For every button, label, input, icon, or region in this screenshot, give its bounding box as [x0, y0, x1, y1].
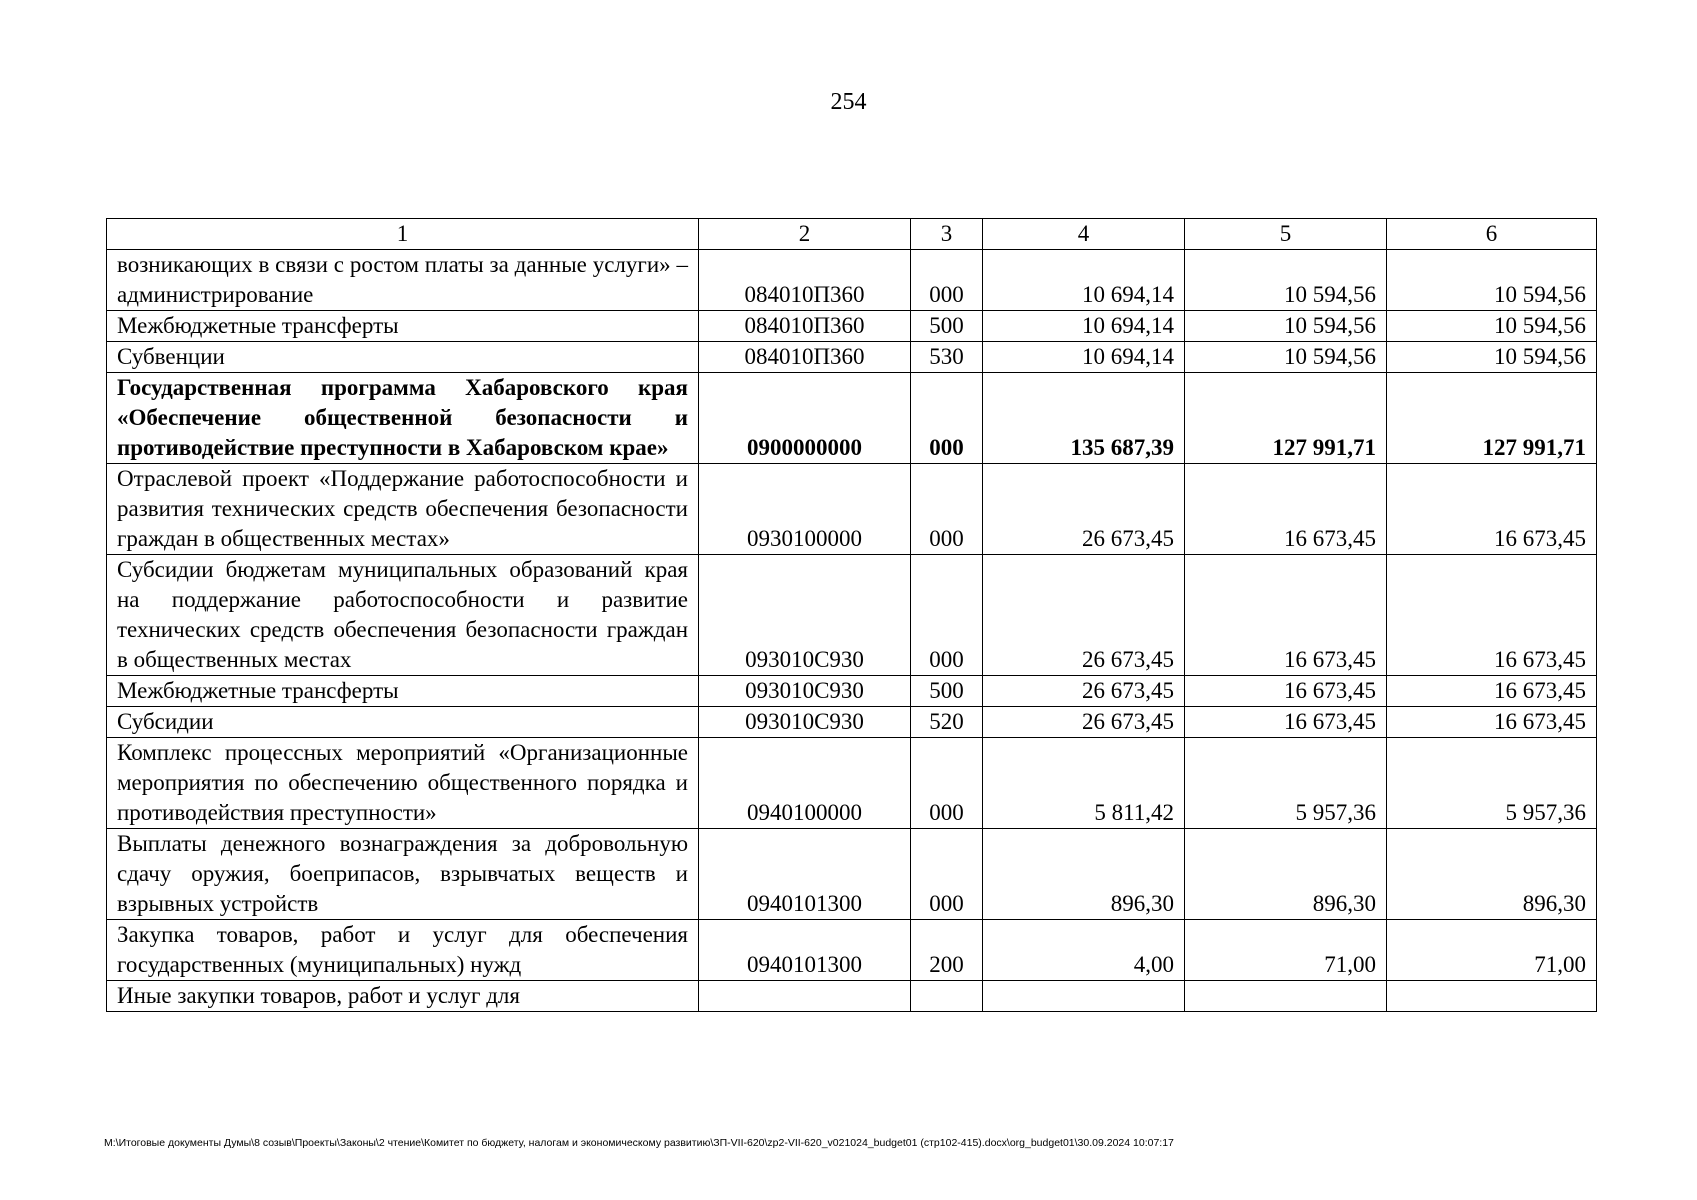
row-amount-cell: 10 694,14 — [983, 311, 1185, 342]
row-code-cell: 0930100000 — [699, 464, 911, 555]
row-amount-cell: 10 594,56 — [1185, 311, 1387, 342]
row-code-cell: 0940100000 — [699, 738, 911, 829]
table-row — [107, 311, 1597, 342]
table-row — [107, 342, 1597, 373]
column-header: 1 — [107, 219, 699, 250]
row-kind-cell: 000 — [911, 555, 983, 676]
row-name-cell: Закупка товаров, работ и услуг для обеспечения государственных (муниципальных) нужд — [107, 920, 699, 981]
row-kind-cell: 000 — [911, 250, 983, 311]
row-amount-cell — [983, 981, 1185, 1012]
column-header: 2 — [699, 219, 911, 250]
column-header: 4 — [983, 219, 1185, 250]
row-amount-cell: 16 673,45 — [1387, 464, 1597, 555]
row-amount-cell — [1185, 981, 1387, 1012]
row-amount-cell: 26 673,45 — [983, 555, 1185, 676]
row-amount-cell: 71,00 — [1185, 920, 1387, 981]
file-path-footer: M:\Итоговые документы Думы\8 созыв\Проекты\Законы\2 чтение\Комитет по бюджету, налогам и экономическому развитию\ЗП-VII-620\zp2-VII-620_v021024_budget01 (стр102-415).docx\org_budget01\30.09.2024 10:07:17 — [104, 1137, 1174, 1149]
row-code-cell: 0940101300 — [699, 920, 911, 981]
row-name-cell: Государственная программа Хабаровского края «Обеспечение общественной безопасности и противодействие преступности в Хабаровском крае» — [107, 373, 699, 464]
budget-table — [106, 218, 1597, 1012]
row-name-cell: Субвенции — [107, 342, 699, 373]
row-amount-cell: 4,00 — [983, 920, 1185, 981]
row-amount-cell: 71,00 — [1387, 920, 1597, 981]
row-amount-cell: 896,30 — [983, 829, 1185, 920]
row-name-cell: возникающих в связи с ростом платы за данные услуги» – администрирование — [107, 250, 699, 311]
row-amount-cell: 10 594,56 — [1185, 342, 1387, 373]
row-kind-cell: 000 — [911, 464, 983, 555]
row-amount-cell: 26 673,45 — [983, 707, 1185, 738]
row-name-cell: Субсидии бюджетам муниципальных образований края на поддержание работоспособности и развитие технических средств обеспечения безопасности граждан в общественных местах — [107, 555, 699, 676]
row-name-cell: Межбюджетные трансферты — [107, 676, 699, 707]
row-amount-cell: 5 957,36 — [1185, 738, 1387, 829]
row-code-cell: 0900000000 — [699, 373, 911, 464]
row-amount-cell: 16 673,45 — [1185, 464, 1387, 555]
row-amount-cell: 26 673,45 — [983, 676, 1185, 707]
row-code-cell: 093010С930 — [699, 555, 911, 676]
table-row — [107, 464, 1597, 555]
row-name-cell: Выплаты денежного вознаграждения за добровольную сдачу оружия, боеприпасов, взрывчатых веществ и взрывных устройств — [107, 829, 699, 920]
row-name-cell: Комплекс процессных мероприятий «Организационные мероприятия по обеспечению общественного порядка и противодействия преступности» — [107, 738, 699, 829]
row-code-cell: 084010П360 — [699, 250, 911, 311]
column-header: 3 — [911, 219, 983, 250]
row-amount-cell: 127 991,71 — [1387, 373, 1597, 464]
row-code-cell: 093010С930 — [699, 707, 911, 738]
row-name-cell: Субсидии — [107, 707, 699, 738]
column-header: 5 — [1185, 219, 1387, 250]
row-amount-cell: 5 957,36 — [1387, 738, 1597, 829]
table-row — [107, 920, 1597, 981]
table-row — [107, 738, 1597, 829]
row-amount-cell: 16 673,45 — [1185, 676, 1387, 707]
row-amount-cell: 10 694,14 — [983, 250, 1185, 311]
row-amount-cell: 16 673,45 — [1387, 555, 1597, 676]
row-amount-cell: 26 673,45 — [983, 464, 1185, 555]
row-name-cell: Иные закупки товаров, работ и услуг для — [107, 981, 699, 1012]
row-amount-cell: 135 687,39 — [983, 373, 1185, 464]
row-amount-cell: 16 673,45 — [1185, 707, 1387, 738]
row-amount-cell: 896,30 — [1387, 829, 1597, 920]
column-header: 6 — [1387, 219, 1597, 250]
table-row — [107, 373, 1597, 464]
row-code-cell: 093010С930 — [699, 676, 911, 707]
row-kind-cell: 000 — [911, 829, 983, 920]
row-amount-cell: 10 594,56 — [1185, 250, 1387, 311]
row-amount-cell: 127 991,71 — [1185, 373, 1387, 464]
page-number: 254 — [830, 89, 867, 115]
row-amount-cell: 896,30 — [1185, 829, 1387, 920]
row-name-cell: Межбюджетные трансферты — [107, 311, 699, 342]
row-amount-cell: 16 673,45 — [1185, 555, 1387, 676]
row-kind-cell: 530 — [911, 342, 983, 373]
row-kind-cell: 500 — [911, 676, 983, 707]
row-amount-cell — [1387, 981, 1597, 1012]
row-amount-cell: 5 811,42 — [983, 738, 1185, 829]
table-row — [107, 676, 1597, 707]
row-amount-cell: 10 594,56 — [1387, 311, 1597, 342]
row-code-cell — [699, 981, 911, 1012]
row-code-cell: 084010П360 — [699, 342, 911, 373]
table-header-row — [107, 219, 1597, 250]
table-row — [107, 981, 1597, 1012]
row-amount-cell: 10 594,56 — [1387, 342, 1597, 373]
table-row — [107, 707, 1597, 738]
row-kind-cell: 520 — [911, 707, 983, 738]
row-code-cell: 0940101300 — [699, 829, 911, 920]
row-kind-cell: 500 — [911, 311, 983, 342]
table-row — [107, 829, 1597, 920]
row-amount-cell: 10 594,56 — [1387, 250, 1597, 311]
row-amount-cell: 16 673,45 — [1387, 707, 1597, 738]
row-amount-cell: 10 694,14 — [983, 342, 1185, 373]
row-amount-cell: 16 673,45 — [1387, 676, 1597, 707]
table-row — [107, 250, 1597, 311]
row-name-cell: Отраслевой проект «Поддержание работоспособности и развития технических средств обеспечения безопасности граждан в общественных местах» — [107, 464, 699, 555]
row-kind-cell: 200 — [911, 920, 983, 981]
row-kind-cell: 000 — [911, 373, 983, 464]
table-row — [107, 555, 1597, 676]
row-code-cell: 084010П360 — [699, 311, 911, 342]
row-kind-cell — [911, 981, 983, 1012]
row-kind-cell: 000 — [911, 738, 983, 829]
